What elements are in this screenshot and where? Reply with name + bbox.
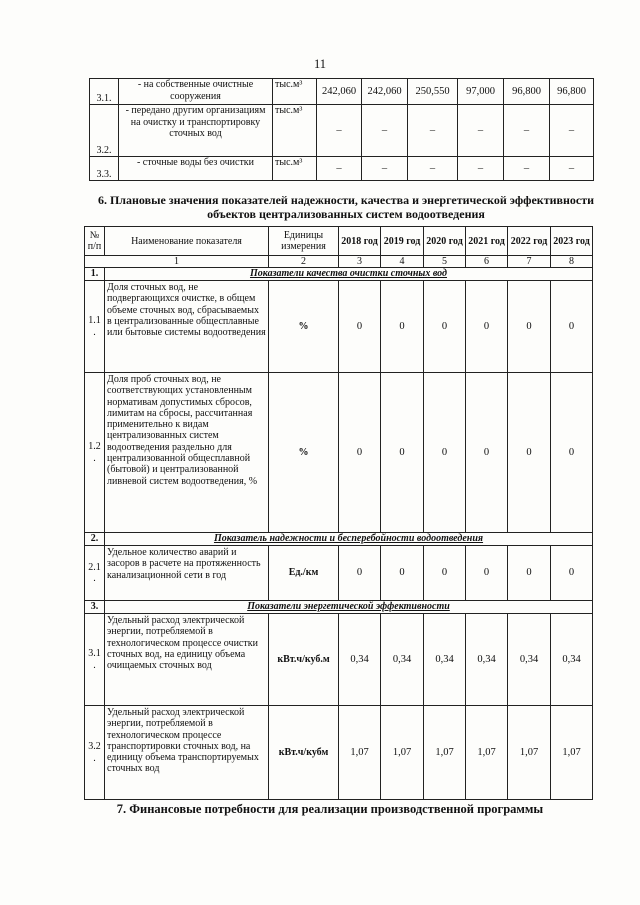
table-row [85, 281, 593, 373]
table-row [90, 105, 594, 157]
row-value: 0 [339, 546, 381, 601]
header-year: 2022 год [508, 227, 551, 256]
header-name: Наименование показателя [105, 227, 269, 256]
wastewater-volume-table [89, 78, 594, 181]
row-value: 0 [381, 281, 424, 373]
row-number: 3.1. [90, 79, 119, 105]
header-year: 2023 год [551, 227, 593, 256]
row-number: 2.1 . [85, 546, 105, 601]
row-value: 0 [381, 546, 424, 601]
row-value: 0 [424, 373, 466, 533]
indicators-rows [85, 268, 593, 800]
wastewater-volume-rows [90, 79, 594, 181]
table-row [85, 546, 593, 601]
row-value: 0 [339, 281, 381, 373]
row-value: 0 [551, 546, 593, 601]
row-value: – [550, 157, 594, 181]
header-year: 2018 год [339, 227, 381, 256]
table-row [85, 373, 593, 533]
row-unit: кВт.ч/куб.м [269, 614, 339, 706]
row-value: – [458, 105, 504, 157]
column-number-row [85, 256, 593, 268]
row-value: – [408, 105, 458, 157]
row-name: Удельный расход электрической энергии, потребляемой в технологическом процессе очистки сточных вод, на единицу объема очищаемых сточных вод [105, 614, 269, 706]
row-value: 0,34 [381, 614, 424, 706]
row-value: 0,34 [424, 614, 466, 706]
row-value: – [317, 105, 362, 157]
row-name: - сточные воды без очистки [119, 157, 273, 181]
header-year: 2020 год [424, 227, 466, 256]
row-value: 1,07 [466, 706, 508, 800]
row-value: – [362, 157, 408, 181]
row-value: 0,34 [551, 614, 593, 706]
row-value: – [362, 105, 408, 157]
header-num: № п/п [85, 227, 105, 256]
column-number: 3 [339, 256, 381, 268]
row-unit: тыс.м³ [273, 79, 317, 105]
group-number: 3. [85, 601, 105, 614]
row-value: 0 [424, 546, 466, 601]
section-6-heading: 6. Плановые значения показателей надежности, качества и энергетической эффективности объектов централизованных систем водоотведения [97, 193, 595, 221]
row-number: 3.3. [90, 157, 119, 181]
row-value: 1,07 [424, 706, 466, 800]
row-value: – [317, 157, 362, 181]
row-number: 3.2. [90, 105, 119, 157]
header-unit: Единицы измерения [269, 227, 339, 256]
row-name: Доля проб сточных вод, не соответствующих установленным нормативам допустимых сбросов, лимитам на сбросы, рассчитанная применительно к видам централизованных систем водоотведения раздельно для централизованной общесплавной (бытовой) и централизованной ливневой систем водоотведения, % [105, 373, 269, 533]
group-row [85, 601, 593, 614]
row-value: 250,550 [408, 79, 458, 105]
row-value: – [504, 157, 550, 181]
table-row [90, 157, 594, 181]
row-value: 0 [551, 373, 593, 533]
row-value: 0 [466, 373, 508, 533]
group-title: Показатели качества очистки сточных вод [105, 268, 593, 281]
row-value: 1,07 [508, 706, 551, 800]
row-value: – [408, 157, 458, 181]
row-value: 97,000 [458, 79, 504, 105]
row-value: 0 [339, 373, 381, 533]
row-name: Удельный расход электрической энергии, потребляемой в технологическом процессе транспортировки сточных вод, на единицу объема транспортируемых сточных вод [105, 706, 269, 800]
row-value: 96,800 [504, 79, 550, 105]
row-unit: кВт.ч/кубм [269, 706, 339, 800]
row-unit: тыс.м³ [273, 105, 317, 157]
row-value: 242,060 [317, 79, 362, 105]
row-value: 0 [466, 546, 508, 601]
row-number: 3.1 . [85, 614, 105, 706]
column-number: 8 [551, 256, 593, 268]
row-unit: Ед./км [269, 546, 339, 601]
row-unit: % [269, 281, 339, 373]
group-title: Показатель надежности и бесперебойности водоотведения [105, 533, 593, 546]
row-unit: тыс.м³ [273, 157, 317, 181]
row-value: – [458, 157, 504, 181]
row-number: 3.2 . [85, 706, 105, 800]
row-value: 0,34 [466, 614, 508, 706]
row-name: Удельное количество аварий и засоров в расчете на протяженность канализационной сети в год [105, 546, 269, 601]
column-number: 5 [424, 256, 466, 268]
column-number: 6 [466, 256, 508, 268]
group-row [85, 268, 593, 281]
row-name: - передано другим организациям на очистку и транспортировку сточных вод [119, 105, 273, 157]
row-value: 1,07 [339, 706, 381, 800]
page-number: 11 [313, 57, 327, 71]
row-value: 0 [508, 281, 551, 373]
row-value: 242,060 [362, 79, 408, 105]
row-value: 1,07 [381, 706, 424, 800]
row-value: 0 [381, 373, 424, 533]
indicators-table [84, 226, 593, 800]
row-value: 0 [424, 281, 466, 373]
row-number: 1.2 . [85, 373, 105, 533]
table-row [85, 706, 593, 800]
section-7-heading: 7. Финансовые потребности для реализации производственной программы [116, 802, 544, 816]
table-row [85, 614, 593, 706]
row-value: – [550, 105, 594, 157]
header-row [85, 227, 593, 256]
group-number: 2. [85, 533, 105, 546]
row-name: - на собственные очистные сооружения [119, 79, 273, 105]
row-value: 0,34 [339, 614, 381, 706]
group-row [85, 533, 593, 546]
row-value: – [504, 105, 550, 157]
column-number: 2 [269, 256, 339, 268]
column-number: 7 [508, 256, 551, 268]
row-value: 0 [551, 281, 593, 373]
row-value: 96,800 [550, 79, 594, 105]
row-unit: % [269, 373, 339, 533]
row-value: 0 [508, 546, 551, 601]
column-number: 4 [381, 256, 424, 268]
row-value: 1,07 [551, 706, 593, 800]
column-number: 1 [85, 256, 269, 268]
header-year: 2021 год [466, 227, 508, 256]
row-value: 0 [466, 281, 508, 373]
row-name: Доля сточных вод, не подвергающихся очистке, в общем объеме сточных вод, сбрасываемых в централизованные общесплавные или бытовые системы водоотведения [105, 281, 269, 373]
header-year: 2019 год [381, 227, 424, 256]
table-row [90, 79, 594, 105]
group-title: Показатели энергетической эффективности [105, 601, 593, 614]
row-value: 0 [508, 373, 551, 533]
row-value: 0,34 [508, 614, 551, 706]
row-number: 1.1 . [85, 281, 105, 373]
group-number: 1. [85, 268, 105, 281]
